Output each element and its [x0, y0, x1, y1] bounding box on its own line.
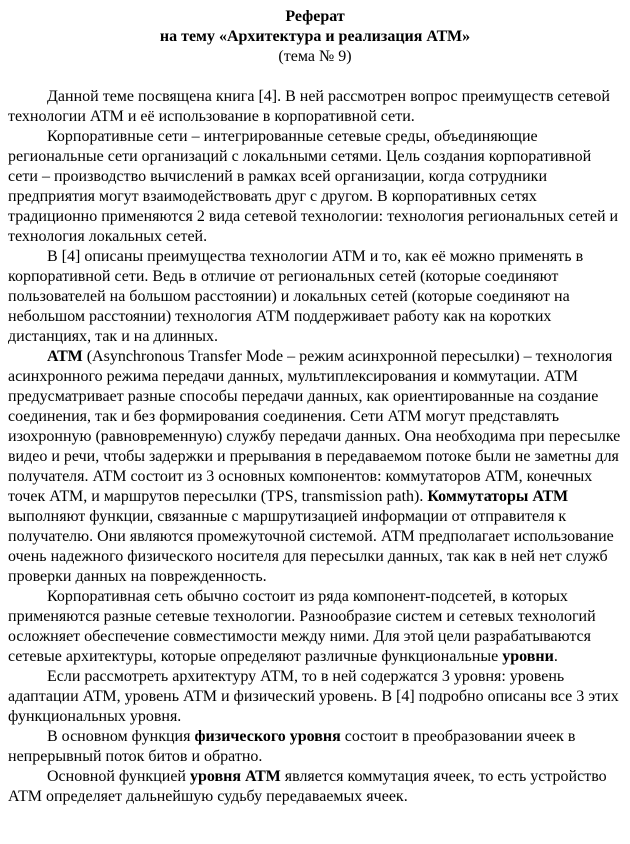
paragraph-text-run: В основном функция — [47, 728, 195, 745]
paragraph-bold-run: АТМ — [47, 348, 83, 365]
paragraph — [8, 667, 622, 727]
paragraph-text-run: Корпоративная сеть обычно состоит из ряда компонент-подсетей, в которых применяются разные сетевые технологии. Разнообразие систем и сетевых технологий осложняет обеспечение совместимости между ними. Для этой цели разрабатываются сетевые архитектуры, которые определяют различные функциональные — [8, 588, 596, 665]
paragraph — [8, 87, 622, 127]
paragraph-bold-run: уровни — [502, 648, 554, 665]
paragraph-bold-run: уровня АТМ — [190, 768, 281, 785]
paragraph — [8, 127, 622, 247]
paragraph-text-run: Корпоративные сети – интегрированные сетевые среды, объединяющие региональные сети организаций с локальными сетями. Цель создания корпоративной сети – производство вычислений в рамках всей организации, когда сотрудники предприятия могут взаимодействовать друг с другом. В корпоративных сетях традиционно применяются 2 вида сетевой технологии: технология региональных сетей и технология локальных сетей. — [8, 128, 619, 245]
paragraph-text-run: (Asynchronous Transfer Mode – режим асинхронной пересылки) – технология асинхронного режима передачи данных, мультиплексирования и коммутации. АТМ предусматривает разные способы передачи данных, как ориентированные на создание соединения, так и без формирования соединения. Сети АТМ могут представлять изохронную (равновременную) службу передачи данных. Она необходима при пересылке видео и речи, чтобы задержки и прерывания в передаваемом потоке были не заметны для получателя. АТМ состоит из 3 основных компонентов: коммутаторов АТМ, конечных точек АТМ, и маршрутов пересылки (TPS, transmission path). — [8, 348, 621, 505]
document-body — [8, 87, 622, 807]
paragraph-text-run: состоит в преобразовании ячеек в непрерывный поток битов и обратно. — [8, 728, 576, 765]
title-line: Реферат — [285, 8, 345, 25]
paragraph-bold-run: Коммутаторы АТМ — [427, 488, 569, 505]
paragraph-text-run: выполняют функции, связанные с маршрутизацией информации от отправителя к получателю. Они являются промежуточной системой. АТМ предполагает использование очень надежного физического носителя для пересылки данных, так как в ней нет служб проверки данных на поврежденность. — [8, 508, 614, 585]
paragraph — [8, 347, 622, 587]
paragraph — [8, 727, 622, 767]
paragraph-text-run: является коммутация ячеек, то есть устройство АТМ определяет дальнейшую судьбу передаваемых ячеек. — [8, 768, 607, 805]
paragraph-text-run: Данной теме посвящена книга [4]. В ней рассмотрен вопрос преимуществ сетевой технологии АТМ и её использование в корпоративной сети. — [8, 88, 610, 125]
paragraph-text-run: . — [553, 648, 558, 665]
title-line: на тему «Архитектура и реализация АТМ» — [159, 28, 471, 45]
paragraph — [8, 587, 622, 667]
paragraph-text-run: Основной функцией — [47, 768, 190, 785]
paragraph-text-run: Если рассмотреть архитектуру АТМ, то в ней содержатся 3 уровня: уровень адаптации АТМ, уровень АТМ и физический уровень. В [4] подробно описаны все 3 этих функциональных уровня. — [8, 668, 619, 725]
paragraph-text-run: В [4] описаны преимущества технологии АТМ и то, как её можно применять в корпоративной сети. Ведь в отличие от региональных сетей (которые соединяют пользователей на большом расстоянии) и локальных сетей (которые соединяют на небольшом расстоянии) технология АТМ поддерживает работу как на коротких дистанциях, так и на длинных. — [8, 248, 584, 345]
document-title — [8, 7, 622, 67]
paragraph — [8, 247, 622, 347]
paragraph — [8, 767, 622, 807]
title-line: (тема № 9) — [278, 48, 352, 65]
paragraph-bold-run: физического уровня — [194, 728, 341, 745]
